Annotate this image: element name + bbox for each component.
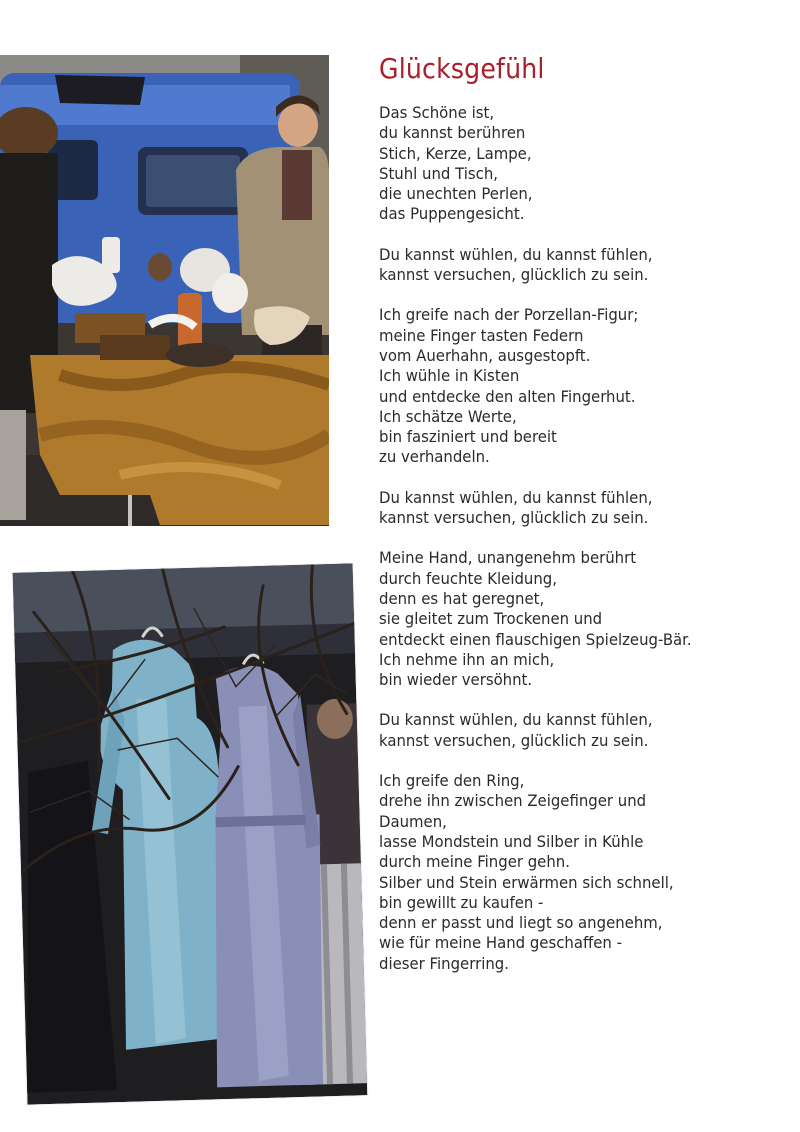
poem-line: Ich schätze Werte, [379, 406, 517, 426]
poem-title: Glücksgefühl [379, 52, 545, 85]
poem-line: dieser Fingerring. [379, 953, 509, 973]
poem-line: kannst versuchen, glücklich zu sein. [379, 508, 649, 528]
poem-stanza-1 [379, 103, 789, 225]
poem-line: die unechten Perlen, [379, 184, 533, 204]
poem-line: Ich wühle in Kisten [379, 366, 520, 386]
poem-line: das Puppengesicht. [379, 204, 525, 224]
poem-line: Stich, Kerze, Lampe, [379, 143, 532, 163]
poem-line: durch meine Finger gehn. [379, 852, 570, 872]
dresses-photo [13, 563, 368, 1104]
poem-stanza-2 [379, 305, 789, 467]
poem-line: Ich nehme ihn an mich, [379, 649, 555, 669]
poem-line: und entdecke den alten Fingerhut. [379, 386, 636, 406]
poem-line: kannst versuchen, glücklich zu sein. [379, 730, 649, 750]
poem-stanza-4 [379, 771, 789, 974]
poem-line: Du kannst wühlen, du kannst fühlen, [379, 710, 653, 730]
poem-line: sie gleitet zum Trockenen und [379, 609, 603, 629]
flea-market-illustration [0, 55, 329, 526]
dresses-illustration [13, 563, 368, 1104]
poem-refrain-3 [379, 710, 789, 751]
poem-line: bin wieder versöhnt. [379, 670, 533, 690]
poem-line: denn er passt und liegt so angenehm, [379, 913, 663, 933]
poem-line: kannst versuchen, glücklich zu sein. [379, 265, 649, 285]
poem-line: lasse Mondstein und Silber in Kühle [379, 831, 644, 851]
poem-line: vom Auerhahn, ausgestopft. [379, 345, 591, 365]
poem-refrain-1 [379, 245, 789, 286]
poem-line: meine Finger tasten Federn [379, 325, 584, 345]
poem-line: Ich greife den Ring, [379, 771, 525, 791]
poem-line: Silber und Stein erwärmen sich schnell, [379, 872, 674, 892]
poem-stanza-3 [379, 548, 789, 690]
poem-line: Stuhl und Tisch, [379, 163, 499, 183]
poem-line: Du kannst wühlen, du kannst fühlen, [379, 487, 653, 507]
poem-line: bin fasziniert und bereit [379, 427, 557, 447]
poem-line: denn es hat geregnet, [379, 588, 545, 608]
flea-market-photo [0, 55, 329, 526]
poem-line: Du kannst wühlen, du kannst fühlen, [379, 244, 653, 264]
poem-line: bin gewillt zu kaufen - [379, 892, 544, 912]
poem-line: Ich greife nach der Porzellan-Figur; [379, 305, 639, 325]
poem-line: zu verhandeln. [379, 447, 490, 467]
poem-line: Das Schöne ist, [379, 103, 495, 122]
poem-line: wie für meine Hand geschaffen - [379, 933, 622, 953]
poem-line: drehe ihn zwischen Zeigefinger und [379, 791, 647, 811]
poem-line: du kannst berühren [379, 123, 526, 143]
poem-refrain-2 [379, 488, 789, 529]
poem-line: durch feuchte Kleidung, [379, 568, 557, 588]
poem-line: entdeckt einen flauschigen Spielzeug-Bär. [379, 629, 692, 649]
poem-line: Meine Hand, unangenehm berührt [379, 548, 637, 568]
poem [379, 52, 789, 994]
poem-line: Daumen, [379, 811, 447, 831]
